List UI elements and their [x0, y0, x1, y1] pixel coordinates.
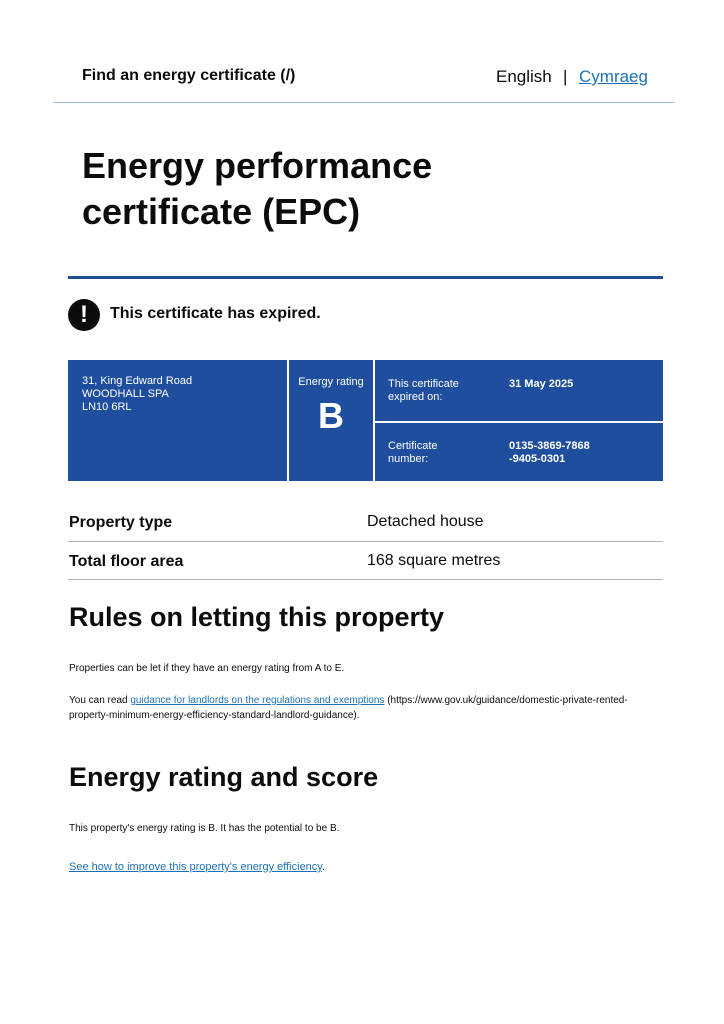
- certificate-number-label: Certificate number:: [388, 440, 438, 465]
- language-english: English: [496, 67, 552, 86]
- property-type-label: Property type: [69, 514, 173, 531]
- expiry-date: 31 May 2025: [509, 378, 574, 390]
- site-header: [0, 0, 724, 104]
- improve-suffix: .: [321, 861, 326, 873]
- language-separator: |: [563, 67, 568, 86]
- letting-rules-heading: Rules on letting this property: [69, 602, 445, 632]
- language-welsh-link[interactable]: Cymraeg: [579, 67, 648, 86]
- landlord-guidance-link[interactable]: guidance for landlords on the regulations and exemptions: [130, 695, 385, 706]
- improve-efficiency-paragraph: [69, 860, 659, 875]
- row-divider: [68, 579, 663, 580]
- expiry-label: This certificate expired on:: [388, 378, 459, 403]
- row-divider: [68, 541, 663, 542]
- page-title: Energy performance certificate (EPC): [82, 145, 433, 232]
- certificate-number-line: -9405-0301: [509, 453, 566, 465]
- floor-area-label: Total floor area: [69, 553, 184, 570]
- address-line: WOODHALL SPA: [82, 388, 169, 400]
- floor-area-value: 168 square metres: [367, 552, 501, 569]
- address-line: 31, King Edward Road: [82, 375, 193, 387]
- energy-rating-letter: B: [318, 395, 344, 436]
- box-divider: [373, 421, 663, 423]
- guidance-suffix: .: [356, 710, 360, 721]
- energy-rating-heading: Energy rating and score: [69, 762, 379, 792]
- address-line: LN10 6RL: [82, 401, 132, 413]
- certificate-number: [509, 440, 590, 466]
- energy-rating-paragraph: This property's energy rating is B. It has the potential to be B.: [69, 823, 340, 834]
- property-type-value: Detached house: [367, 513, 484, 530]
- property-address: [82, 375, 192, 414]
- energy-rating-label: Energy rating: [298, 376, 364, 388]
- letting-rules-paragraph: Properties can be let if they have an energy rating from A to E.: [69, 663, 345, 674]
- certificate-number-line: 0135-3869-7868: [509, 440, 590, 452]
- header-divider: [54, 102, 674, 103]
- improve-efficiency-link[interactable]: See how to improve this property's energy efficiency: [69, 861, 322, 873]
- certificate-summary-box: [68, 360, 663, 481]
- service-name-link[interactable]: Find an energy certificate (/): [82, 67, 296, 84]
- title-divider: [68, 276, 663, 279]
- guidance-prefix: You can read: [69, 695, 131, 706]
- expired-warning-text: This certificate has expired.: [110, 305, 321, 322]
- landlord-guidance-paragraph: [69, 693, 659, 723]
- guidance-url: (https://www.gov.uk/guidance/domestic-private-rented-property-minimum-energy-efficiency-standard-landlord-guidance): [69, 695, 628, 721]
- warning-icon: !: [68, 299, 100, 331]
